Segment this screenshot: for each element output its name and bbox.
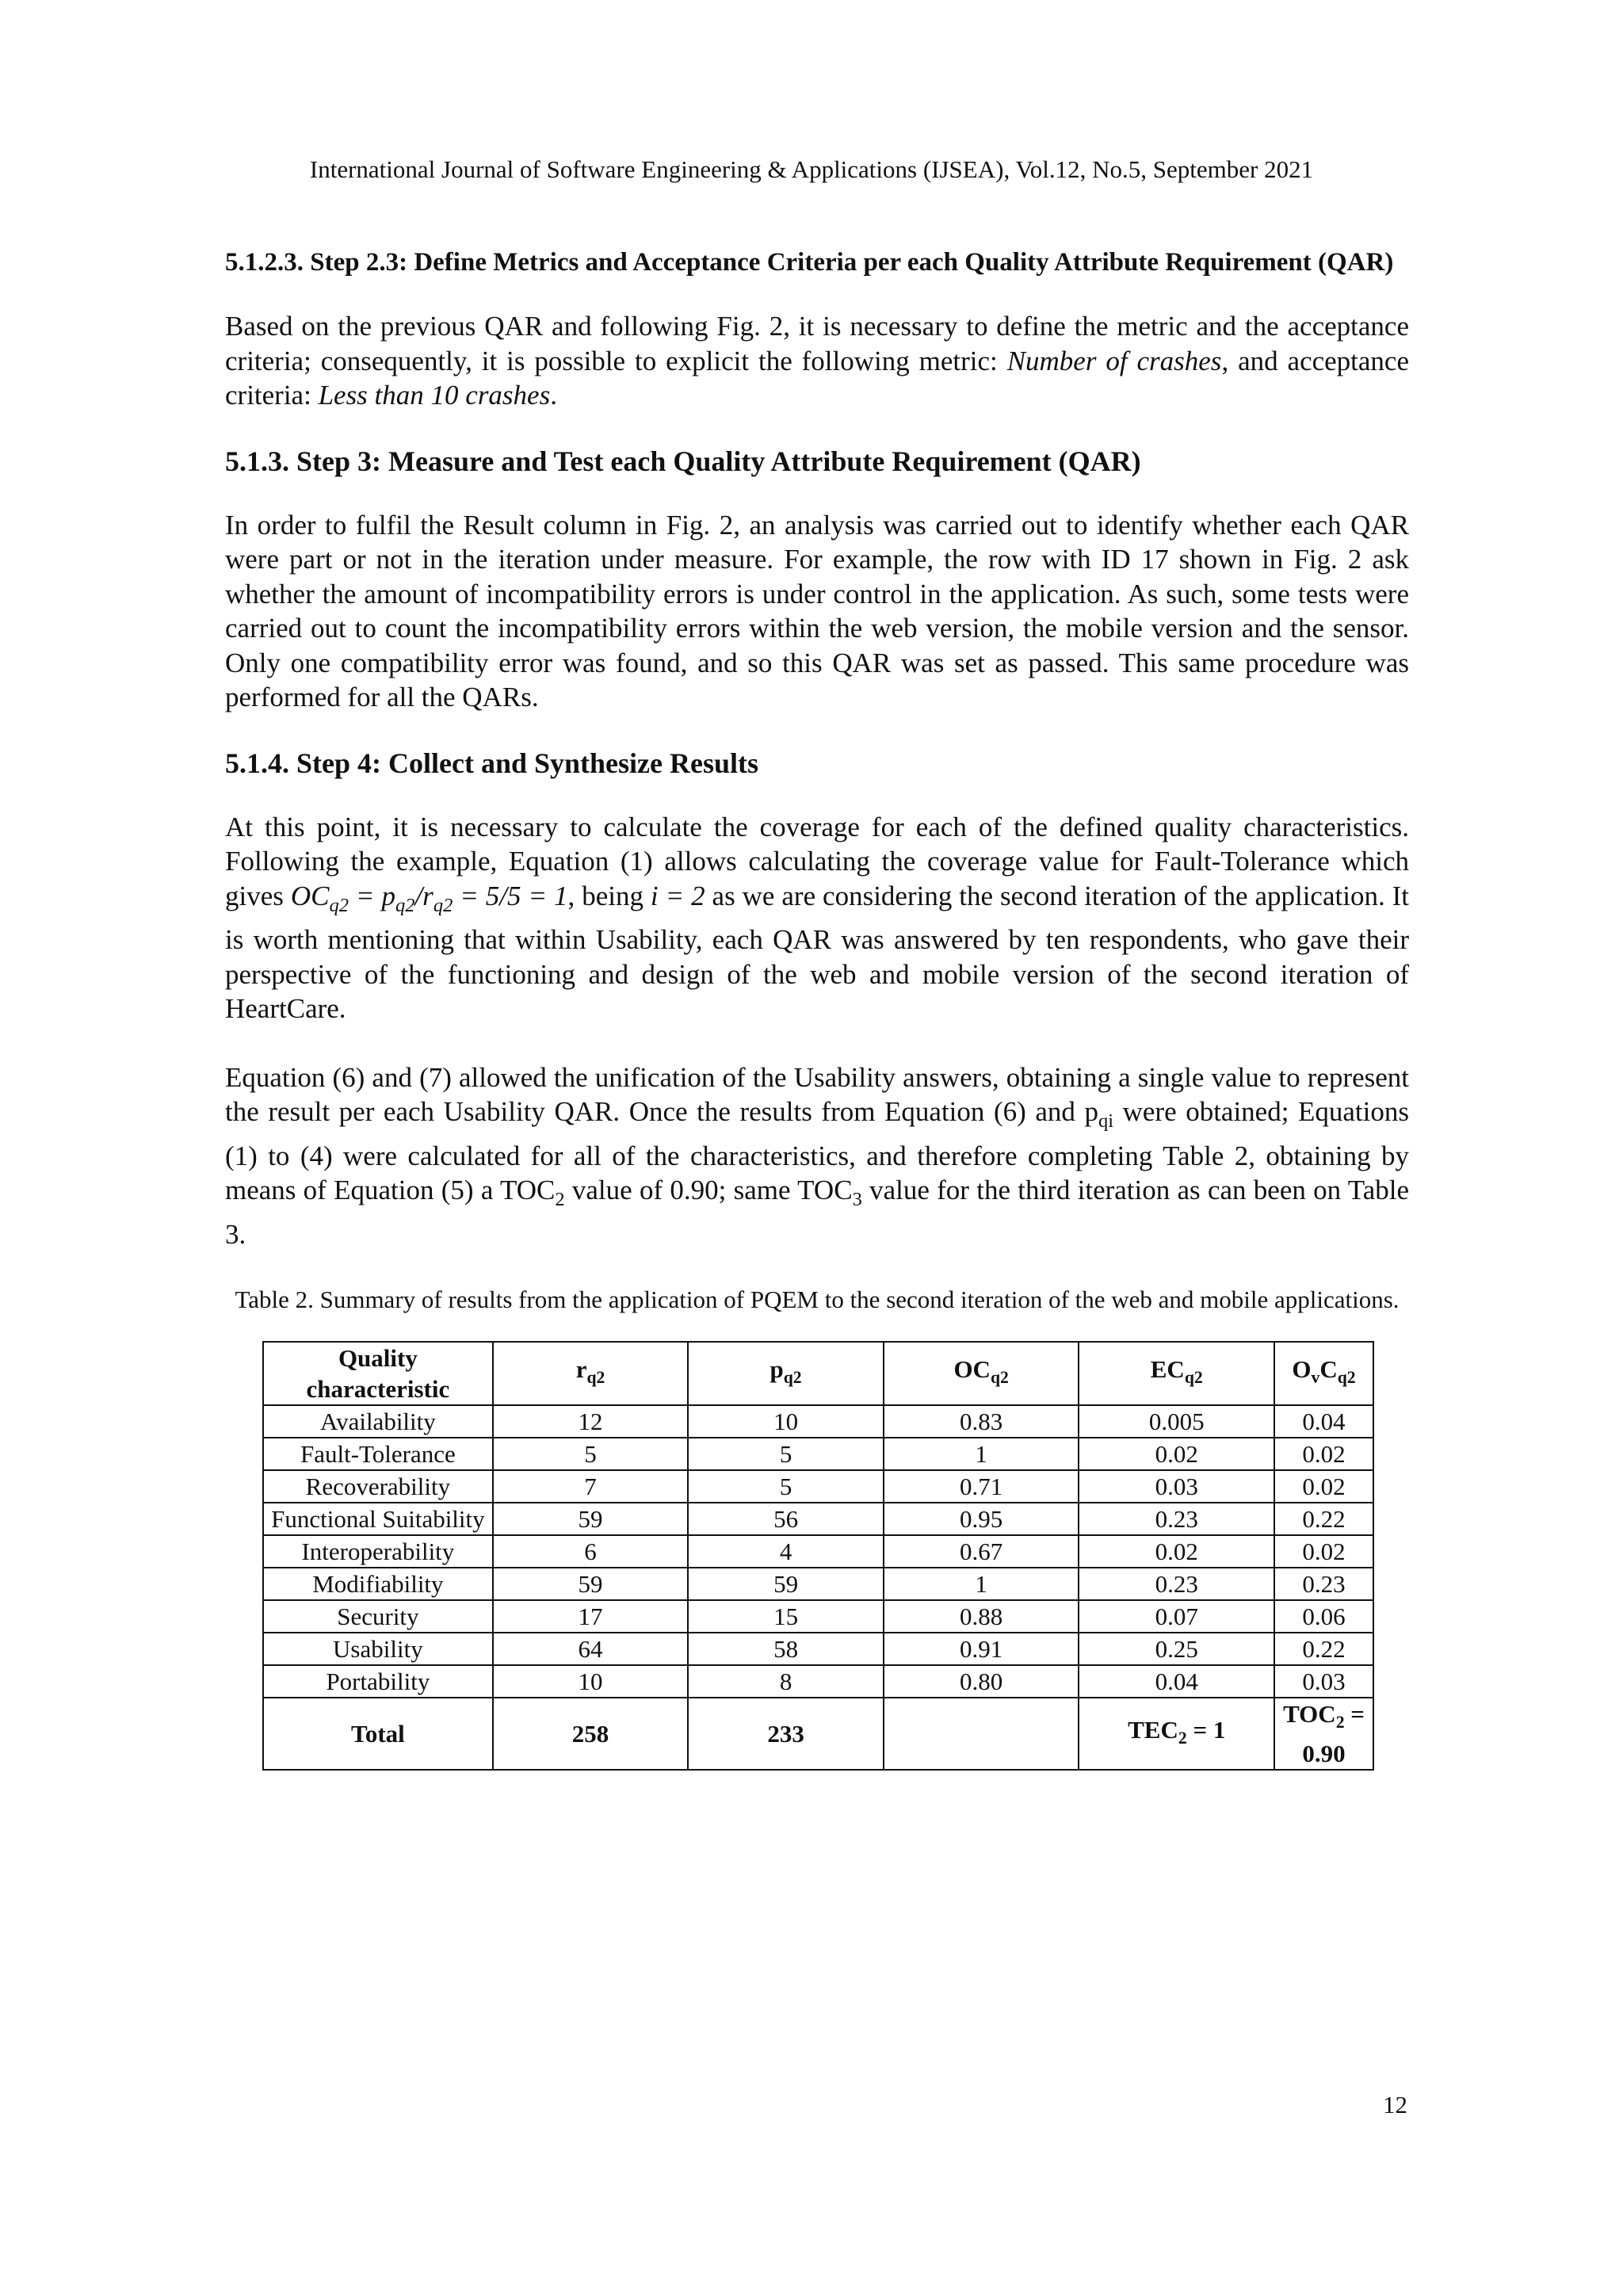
criteria-text: Less than 10 crashes [318,380,551,411]
table-header-row [263,1342,1373,1405]
cell-p: 10 [688,1405,884,1438]
cell-r: 59 [493,1568,689,1600]
cell-p: 5 [688,1438,884,1470]
cell-ovc: 0.02 [1274,1470,1373,1503]
cell-characteristic: Functional Suitability [263,1503,493,1535]
cell-r: 5 [493,1438,689,1470]
cell-r: 6 [493,1535,689,1568]
results-table [262,1341,1374,1771]
cell-oc: 0.80 [884,1665,1079,1698]
cell-p: 4 [688,1535,884,1568]
cell-characteristic: Interoperability [263,1535,493,1568]
table-total-row [263,1698,1373,1770]
section-5-1-3-paragraph: In order to fulfil the Result column in Fig. 2, an analysis was carried out to identify whether each QAR were part or not in the iteration under measure. For example, the row with ID 17 shown in Fig. 2 ask whether the amount of incompatibility errors is under control in the application. As such, some tests were carried out to count the incompatibility errors within the web version, the mobile version and the sensor. Only one compatibility error was found, and so this QAR was set as passed. This same procedure was performed for all the QARs. [225,509,1409,712]
metric-text: Number of crashes [1006,345,1222,376]
cell-oc: 0.91 [884,1633,1079,1665]
cell-oc: 1 [884,1438,1079,1470]
cell-ec: 0.03 [1079,1470,1274,1503]
table-row [263,1470,1373,1503]
cell-r: 10 [493,1665,689,1698]
cell-ovc: 0.06 [1274,1600,1373,1633]
cell-ovc: 0.02 [1274,1438,1373,1470]
total-p: 233 [688,1698,884,1770]
cell-oc: 1 [884,1568,1079,1600]
cell-ovc: 0.04 [1274,1405,1373,1438]
cell-ec: 0.25 [1079,1633,1274,1665]
section-5-1-3-title: 5.1.3. Step 3: Measure and Test each Quality Attribute Requirement (QAR) [225,445,1141,477]
cell-ovc: 0.22 [1274,1633,1373,1665]
page-content [225,246,1409,1771]
cell-ec: 0.02 [1079,1535,1274,1568]
cell-p: 58 [688,1633,884,1665]
section-5-1-2-3-title: 5.1.2.3. Step 2.3: Define Metrics and Acceptance Criteria per each Quality Attribute Requirement (QAR) [225,248,1394,277]
cell-characteristic: Security [263,1600,493,1633]
cell-r: 12 [493,1405,689,1438]
cell-r: 17 [493,1600,689,1633]
cell-characteristic: Recoverability [263,1470,493,1503]
cell-characteristic: Portability [263,1665,493,1698]
cell-p: 59 [688,1568,884,1600]
total-ec: $TEC_2 = 1$ [1079,1698,1274,1770]
header-oc: $OC_{q2}$ [884,1342,1079,1405]
table-row [263,1600,1373,1633]
table-row [263,1503,1373,1535]
cell-r: 59 [493,1503,689,1535]
section-5-1-4-paragraph-1: At this point, it is necessary to calculate the coverage for each of the defined quality characteristics. Following the example, Equation (1) allows calculating the coverage value for Fault-Tolerance which gives $OC_{q2} = p_{q2}/r_{q2} = 5/5 = 1$, being i = 2 as we are considering the second iteration of the application. It is worth mentioning that within Usability, each QAR was answered by ten respondents, who gave their perspective of the functioning and design of the web and mobile version of the second iteration of HeartCare. [225,811,1410,1024]
cell-ec: 0.23 [1079,1568,1274,1600]
table-row [263,1535,1373,1568]
table-body [263,1405,1373,1698]
total-label: Total [263,1698,493,1770]
cell-ec: 0.23 [1079,1503,1274,1535]
cell-p: 5 [688,1470,884,1503]
cell-oc: 0.67 [884,1535,1079,1568]
table-row [263,1405,1373,1438]
section-5-1-4-title: 5.1.4. Step 4: Collect and Synthesize Results [225,747,758,779]
coverage-equation: $OC_{q2} = p_{q2}/r_{q2} = 5/5 = 1$ [290,880,568,916]
cell-p: 8 [688,1665,884,1698]
cell-ovc: 0.22 [1274,1503,1373,1535]
header-p: $p_{q2}$ [688,1342,884,1405]
cell-ovc: 0.23 [1274,1568,1373,1600]
cell-p: 56 [688,1503,884,1535]
section-5-1-2-3-paragraph: Based on the previous QAR and following Fig. 2, it is necessary to define the metric and the acceptance criteria; consequently, it is possible to explicit the following metric: Number of crashes, and acceptance criteria: Less than 10 crashes. [225,311,1409,411]
cell-characteristic: Modifiability [263,1568,493,1600]
cell-ec: 0.07 [1079,1600,1274,1633]
table-caption: Table 2. Summary of results from the application of PQEM to the second iteration of the web and mobile applications. [235,1286,1400,1313]
cell-oc: 0.71 [884,1470,1079,1503]
cell-characteristic: Availability [263,1405,493,1438]
cell-ec: 0.02 [1079,1438,1274,1470]
header-ec: $EC_{q2}$ [1079,1342,1274,1405]
journal-header: International Journal of Software Engineering & Applications (IJSEA), Vol.12, No.5, September 2021 [309,155,1314,183]
table-row [263,1438,1373,1470]
cell-oc: 0.88 [884,1600,1079,1633]
header-ovc: $O_vC_{q2}$ [1274,1342,1373,1405]
cell-p: 15 [688,1600,884,1633]
header-quality-characteristic: Quality characteristic [263,1342,493,1405]
cell-characteristic: Usability [263,1633,493,1665]
cell-oc: 0.83 [884,1405,1079,1438]
cell-ec: 0.005 [1079,1405,1274,1438]
cell-oc: 0.95 [884,1503,1079,1535]
cell-ovc: 0.03 [1274,1665,1373,1698]
cell-ovc: 0.02 [1274,1535,1373,1568]
cell-r: 7 [493,1470,689,1503]
cell-characteristic: Fault-Tolerance [263,1438,493,1470]
table-row [263,1665,1373,1698]
table-row [263,1568,1373,1600]
page-number: 12 [1383,2091,1407,2118]
table-row [263,1633,1373,1665]
section-5-1-4-paragraph-2: Equation (6) and (7) allowed the unification of the Usability answers, obtaining a single value to represent the result per each Usability QAR. Once the results from Equation (6) and $p_{qi}$ were obtained; Equations (1) to (4) were calculated for all of the characteristics, and therefore completing Table 2, obtaining by means of Equation (5) a $TOC_2$ value of 0.90; same $TOC_3$ value for the third iteration as can been on Table 3. [225,1061,1410,1250]
header-r: $r_{q2}$ [493,1342,689,1405]
cell-r: 64 [493,1633,689,1665]
total-toc: $TOC_2$ = 0.90 [1274,1698,1373,1770]
total-r: 258 [493,1698,689,1770]
cell-ec: 0.04 [1079,1665,1274,1698]
total-oc [884,1698,1079,1770]
